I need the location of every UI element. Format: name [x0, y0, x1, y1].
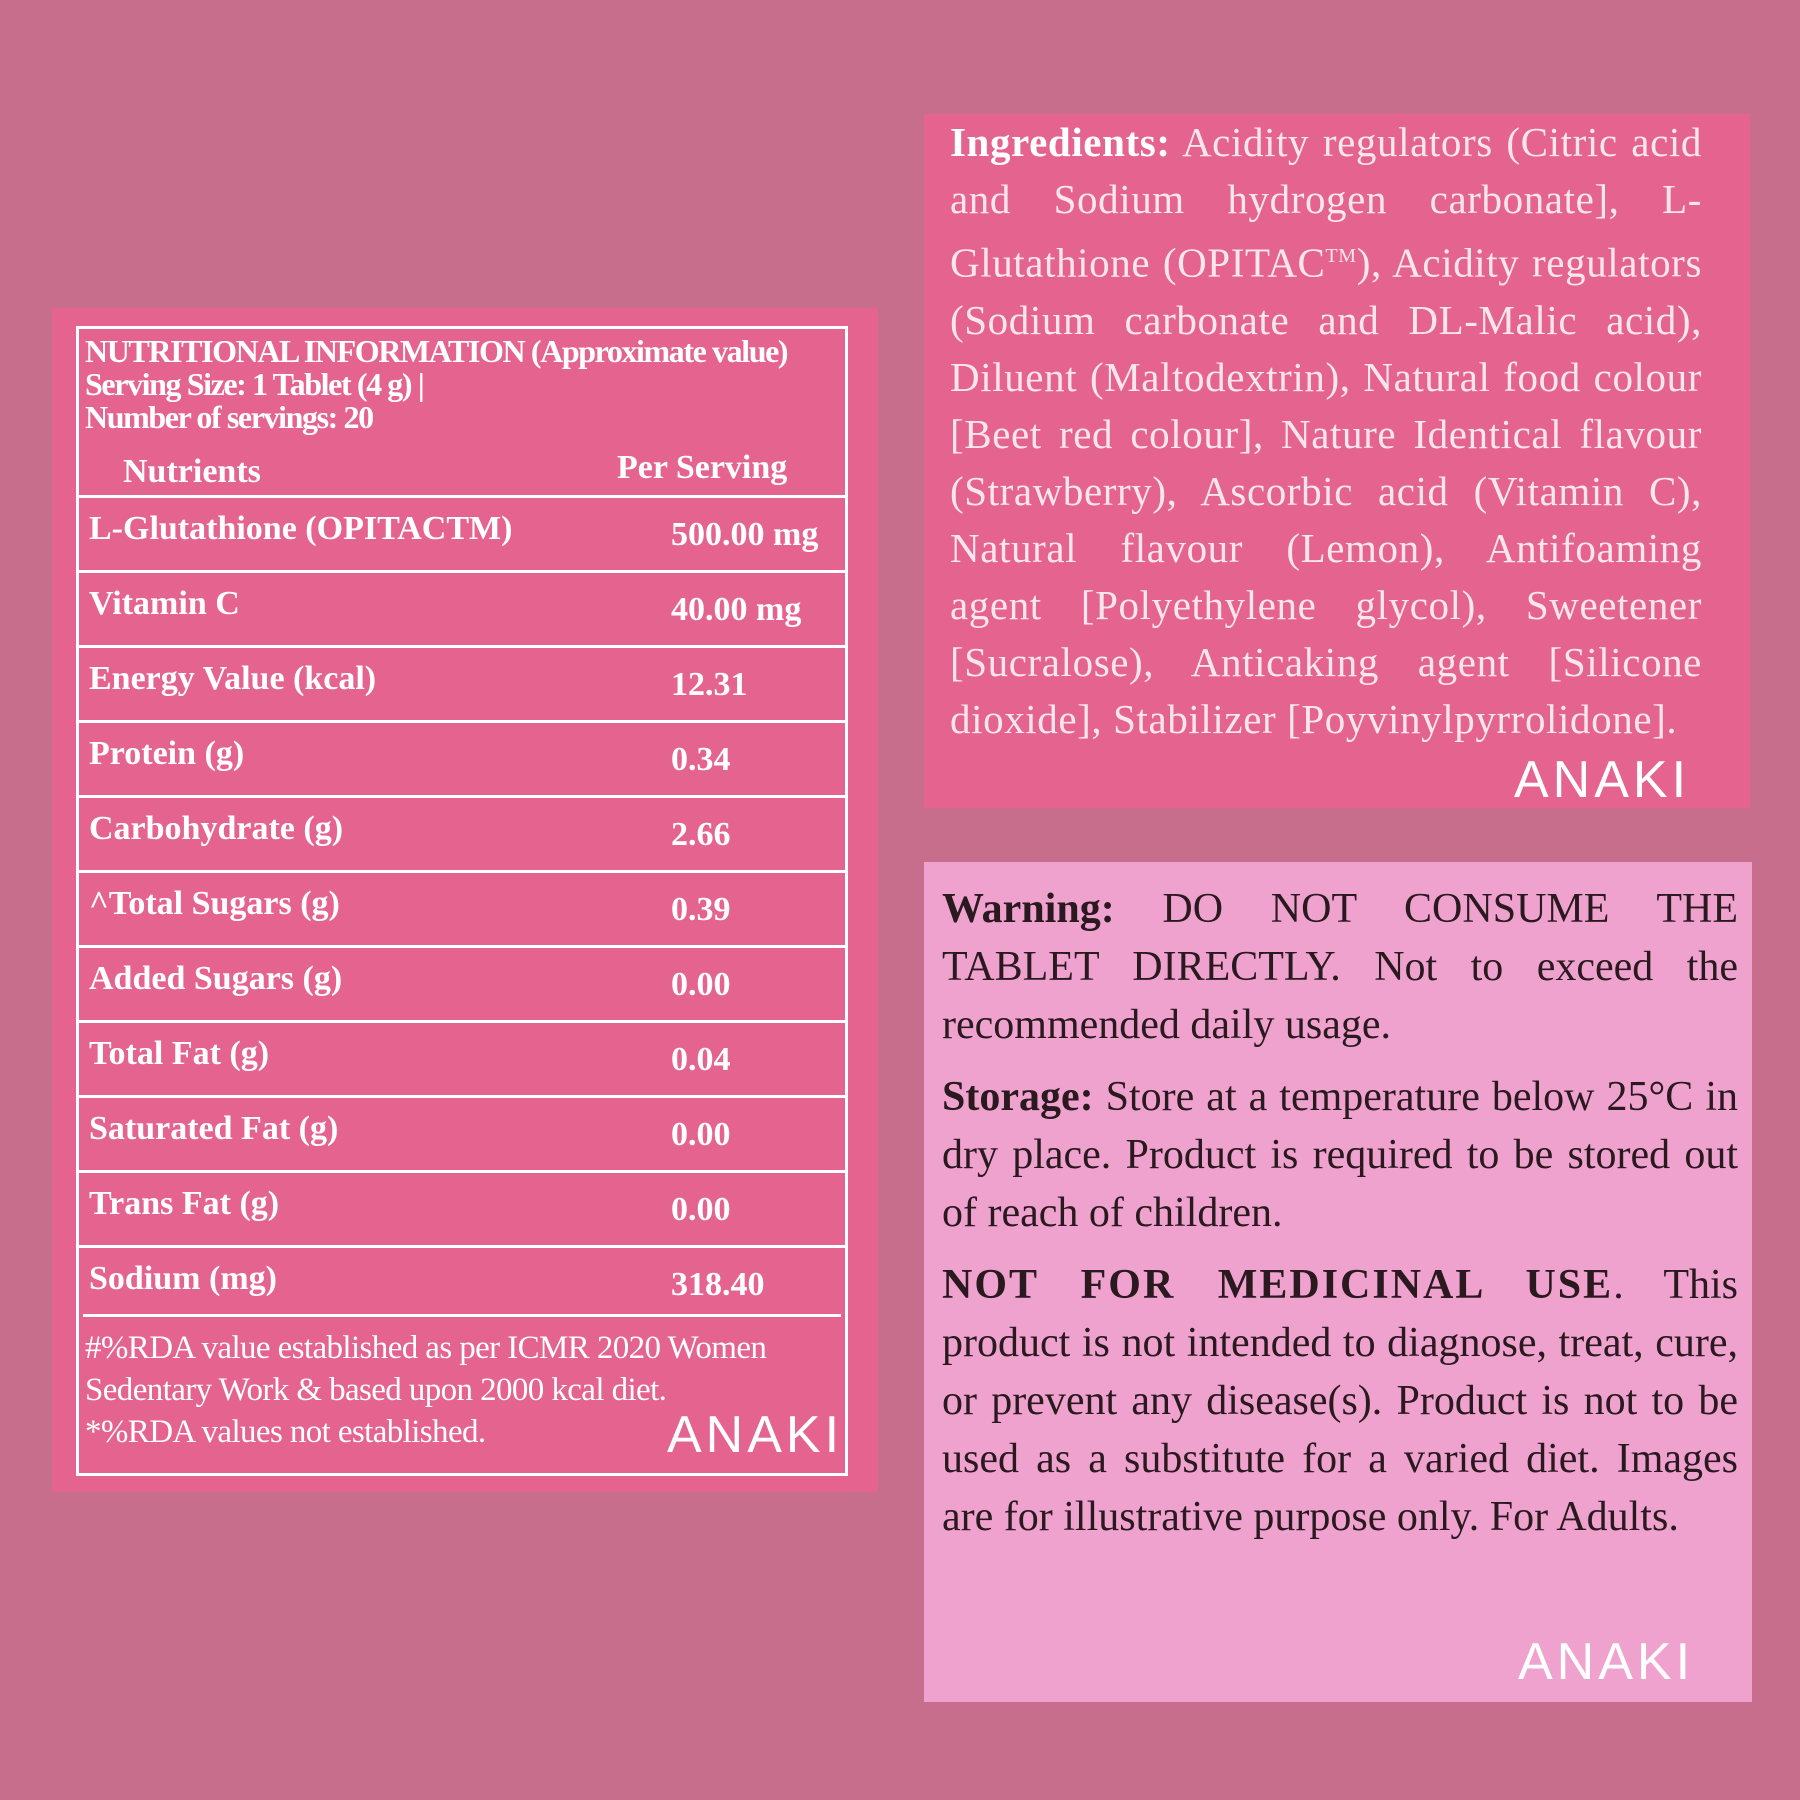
brand-logo: ANAKI — [1518, 1633, 1695, 1691]
nutrition-header — [85, 335, 839, 495]
nutrition-title: NUTRITIONAL INFORMATION (Approximate value) — [85, 333, 788, 369]
table-row — [79, 570, 845, 642]
nutrition-table — [76, 326, 848, 1476]
nutrient-name: Energy Value (kcal) — [89, 660, 377, 697]
nutrition-panel — [52, 308, 878, 1492]
ingredients-label: Ingredients: — [950, 119, 1171, 165]
ingredients-panel — [924, 114, 1750, 808]
nutrient-name: Vitamin C — [89, 585, 240, 622]
serving-size: Serving Size: 1 Tablet (4 g) | — [85, 366, 424, 402]
nutrient-name: Protein (g) — [89, 735, 245, 772]
storage-label: Storage: — [942, 1074, 1094, 1120]
nutrient-name: Saturated Fat (g) — [89, 1110, 339, 1147]
nutrient-value: 12.31 — [671, 666, 748, 703]
table-row — [79, 945, 845, 1017]
warning-paragraph — [942, 880, 1738, 1054]
nutrient-name: Trans Fat (g) — [89, 1185, 280, 1222]
table-row — [79, 645, 845, 717]
nutrient-value: 0.00 — [671, 1191, 731, 1228]
footnote-line: *%RDA values not established. — [85, 1414, 486, 1450]
footnote-line: Sedentary Work & based upon 2000 kcal diet. — [85, 1372, 667, 1408]
nutrient-value: 0.00 — [671, 966, 731, 1003]
nutrient-value: 500.00 mg — [671, 516, 819, 553]
ingredients-list-continued: ), Acidity regulators (Sodium carbonate and DL-Malic acid), Diluent (Maltodextrin), Natural food colour [Beet red colour], Nature Identical flavour (Strawberry), Ascorbic acid (Vitamin C), Natural flavour (Lemon), Antifoaming agent [Polyethylene glycol), Sweetener [Sucralose), Anticaking agent [Silicone dioxide], Stabilizer [Poyvinylpyrrolidone]. — [950, 239, 1702, 742]
ingredients-list: Acidity regulators (Citric acid and Sodium hydrogen carbonate], L-Glutathione (OPITAC — [950, 119, 1702, 286]
nutrition-rows — [79, 495, 845, 1320]
medicinal-paragraph — [942, 1256, 1738, 1546]
table-row — [79, 720, 845, 792]
storage-body: Store at a temperature below 25°C in dry place. Product is required to be stored out of reach of children. — [942, 1074, 1738, 1236]
medicinal-body: . This product is not intended to diagnose, treat, cure, or prevent any disease(s). Product is not to be used as a substitute for a varied diet. Images are for illustrative purpose only. For Adults. — [942, 1262, 1738, 1540]
table-row — [79, 1020, 845, 1092]
warning-label: Warning: — [942, 886, 1115, 932]
column-headers — [85, 449, 839, 489]
nutrient-value: 318.40 — [671, 1266, 765, 1303]
nutrient-name: Added Sugars (g) — [89, 960, 343, 997]
brand-logo: ANAKI — [1514, 751, 1691, 809]
table-row — [79, 1245, 845, 1317]
table-row — [79, 795, 845, 867]
nutrient-value: 40.00 mg — [671, 591, 802, 628]
nutrient-name: Carbohydrate (g) — [89, 810, 344, 847]
warning-panel — [924, 862, 1752, 1702]
nutrient-value: 0.34 — [671, 741, 731, 778]
table-row — [79, 1170, 845, 1242]
nutrient-name: ^Total Sugars (g) — [89, 885, 340, 922]
column-per-serving: Per Serving — [617, 449, 788, 486]
trademark-mark: TM — [1325, 245, 1357, 267]
nutrient-value: 2.66 — [671, 816, 731, 853]
brand-logo: ANAKI — [667, 1406, 844, 1464]
nutrient-name: Sodium (mg) — [89, 1260, 277, 1297]
ingredients-text — [950, 114, 1702, 748]
nutrient-value: 0.00 — [671, 1116, 731, 1153]
footnote-line: #%RDA value established as per ICMR 2020 Women — [85, 1330, 767, 1366]
nutrient-value: 0.39 — [671, 891, 731, 928]
warning-body: DO NOT CONSUME THE TABLET DIRECTLY. Not to exceed the recommended daily usage. — [942, 886, 1738, 1048]
warning-text — [942, 880, 1738, 1560]
number-of-servings: Number of servings: 20 — [85, 399, 373, 435]
table-row — [79, 1095, 845, 1167]
storage-paragraph — [942, 1068, 1738, 1242]
nutrition-footnotes — [83, 1314, 844, 1467]
column-nutrients: Nutrients — [123, 453, 261, 490]
medicinal-label: NOT FOR MEDICINAL USE — [942, 1262, 1614, 1308]
table-row — [79, 870, 845, 942]
nutrient-name: L-Glutathione (OPITACTM) — [89, 510, 513, 547]
nutrient-value: 0.04 — [671, 1041, 731, 1078]
nutrient-name: Total Fat (g) — [89, 1035, 270, 1072]
table-row — [79, 495, 845, 567]
